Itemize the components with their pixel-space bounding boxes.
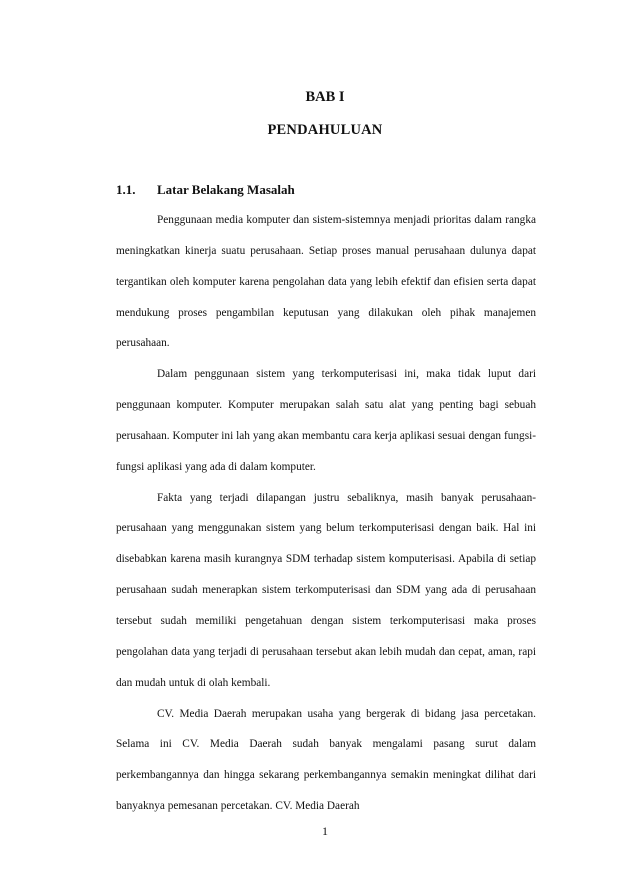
- body-text: [116, 205, 536, 822]
- section-title: Latar Belakang Masalah: [157, 182, 295, 197]
- chapter-title: PENDAHULUAN: [267, 122, 383, 138]
- section-number: 1.1.: [116, 182, 136, 197]
- paragraph: Fakta yang terjadi dilapangan justru sebaliknya, masih banyak perusahaan-perusahaan yang menggunakan sistem yang belum terkomputerisasi dengan baik. Hal ini disebabkan karena masih kurangnya SDM terhadap sistem komputerisasi. Apabila di setiap perusahaan sudah menerapkan sistem terkomputerisasi dan SDM yang ada di perusahaan tersebut sudah memiliki pengetahuan dengan sistem terkomputerisasi maka proses pengolahan data yang terjadi di perusahaan tersebut akan lebih mudah dan cepat, aman, rapi dan mudah untuk di olah kembali.: [116, 491, 536, 689]
- section-heading: [116, 182, 295, 198]
- page-number: 1: [322, 824, 328, 838]
- paragraph: Dalam penggunaan sistem yang terkomputerisasi ini, maka tidak luput dari penggunaan komputer. Komputer merupakan salah satu alat yang penting bagi sebuah perusahaan. Komputer ini lah yang akan membantu cara kerja aplikasi sesuai dengan fungsi-fungsi aplikasi yang ada di dalam komputer.: [116, 368, 536, 473]
- paragraph: Penggunaan media komputer dan sistem-sistemnya menjadi prioritas dalam rangka meningkatkan kinerja suatu perusahaan. Setiap proses manual perusahaan dulunya dapat tergantikan oleh komputer karena pengolahan data yang lebih efektif dan efisien serta dapat mendukung proses pengambilan keputusan yang dilakukan oleh pihak manajemen perusahaan.: [116, 214, 536, 350]
- paragraph: CV. Media Daerah merupakan usaha yang bergerak di bidang jasa percetakan. Selama ini CV. Media Daerah sudah banyak mengalami pasang surut dalam perkembangannya dan hingga sekarang perkembangannya semakin meningkat dilihat dari banyaknya pemesanan percetakan. CV. Media Daerah: [116, 707, 536, 813]
- chapter-label: BAB I: [305, 89, 345, 105]
